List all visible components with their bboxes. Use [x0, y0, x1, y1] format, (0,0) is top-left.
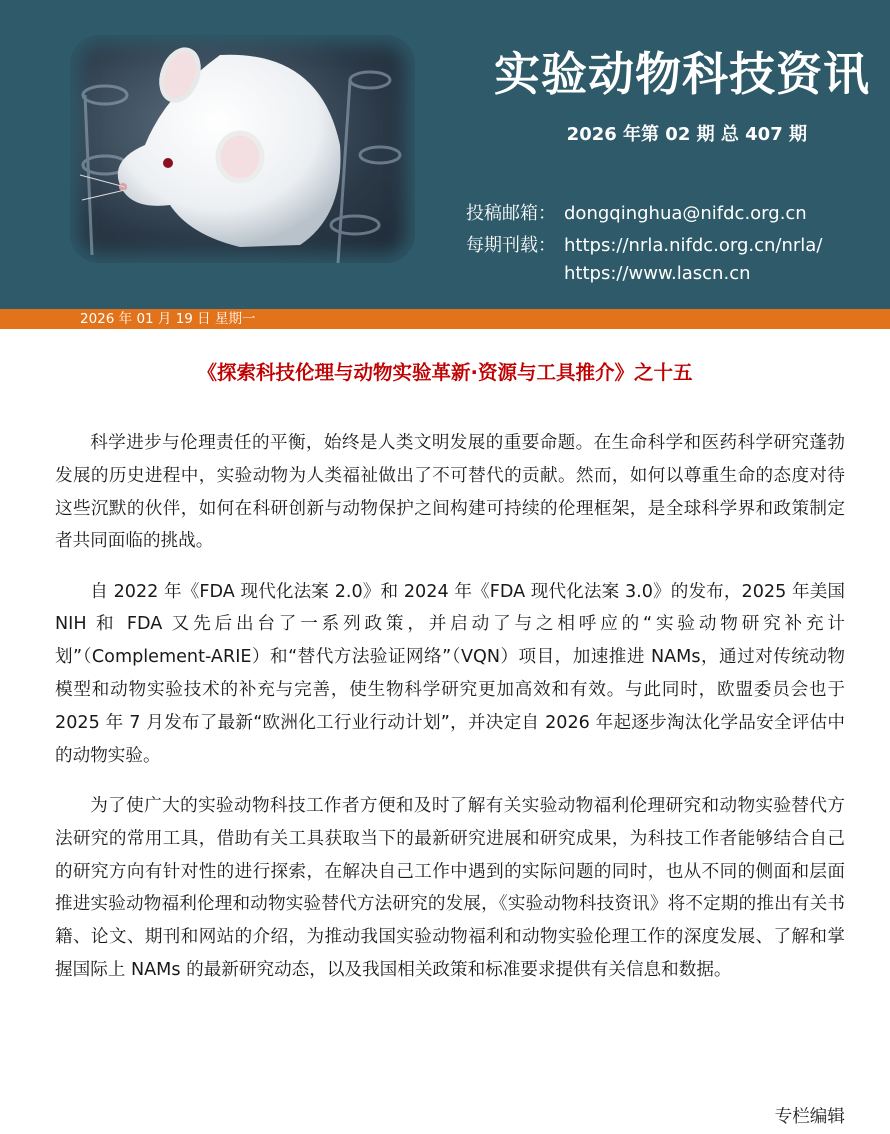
email-link[interactable]: dongqinghua@nifdc.org.cn — [564, 203, 807, 224]
paragraph: 自 2022 年《FDA 现代化法案 2.0》和 2024 年《FDA 现代化法案 3.0》的发布，2025 年美国 NIH 和 FDA 又先后出台了一系列政策，并启动了与之相呼应的“实验动物研究补充计划”（Complement-ARIE）和“替代方法验证网络”（VQN）项目，加速推进 NAMs，通过对传统动物模型和动物实验技术的补充与完善，使生物科学研究更加高效和有效。与此同时，欧盟委员会也于 2025 年 7 月发布了最新“欧洲化工行业行动计划”，并决定自 2026 年起逐步淘汰化学品安全评估中的动物实验。 — [55, 581, 845, 766]
paragraph: 科学进步与伦理责任的平衡，始终是人类文明发展的重要命题。在生命科学和医药科学研究蓬勃发展的历史进程中，实验动物为人类福祉做出了不可替代的贡献。然而，如何以尊重生命的态度对待这些沉默的伙伴，如何在科研创新与动物保护之间构建可持续的伦理框架，是全球科学界和政策制定者共同面临的挑战。 — [55, 433, 845, 552]
contact-label: 投稿邮箱： — [466, 203, 556, 224]
lab-mouse-photo — [70, 35, 415, 263]
paragraph: 为了使广大的实验动物科技工作者方便和及时了解有关实验动物福利伦理研究和动物实验替代方法研究的常用工具，借助有关工具获取当下的最新研究进展和研究成果，为科技工作者能够结合自己的研究方向有针对性的进行探索，在解决自己工作中遇到的实际问题的同时，也从不同的侧面和层面推进实验动物福利伦理和动物实验替代方法研究的发展，《实验动物科技资讯》将不定期的推出有关书籍、论文、期刊和网站的介绍，为推动我国实验动物福利和动物实验伦理工作的深度发展、了解和掌握国际上 NAMs 的最新研究动态，以及我国相关政策和标准要求提供有关信息和数据。 — [55, 795, 845, 980]
mouse-illustration — [70, 35, 415, 263]
article-body — [55, 427, 845, 1004]
nrla-link[interactable]: https://nrla.nifdc.org.cn/nrla/ — [564, 235, 823, 256]
issue-number: 2026 年第 02 期 总 407 期 — [566, 124, 807, 145]
newsletter-title: 实验动物科技资讯 — [494, 47, 870, 101]
contact-email-row — [466, 199, 807, 225]
contact-website-row — [466, 263, 751, 284]
contact-label: 每期刊载： — [466, 235, 556, 256]
masthead — [0, 0, 890, 309]
publish-date: 2026 年 01 月 19 日 星期一 — [80, 311, 256, 327]
lascn-link[interactable]: https://www.lascn.cn — [564, 263, 751, 284]
signature: 专栏编辑 — [774, 1107, 845, 1127]
article-title: 《探索科技伦理与动物实验革新·资源与工具推介》之十五 — [197, 361, 693, 384]
contact-website-row — [466, 231, 822, 257]
